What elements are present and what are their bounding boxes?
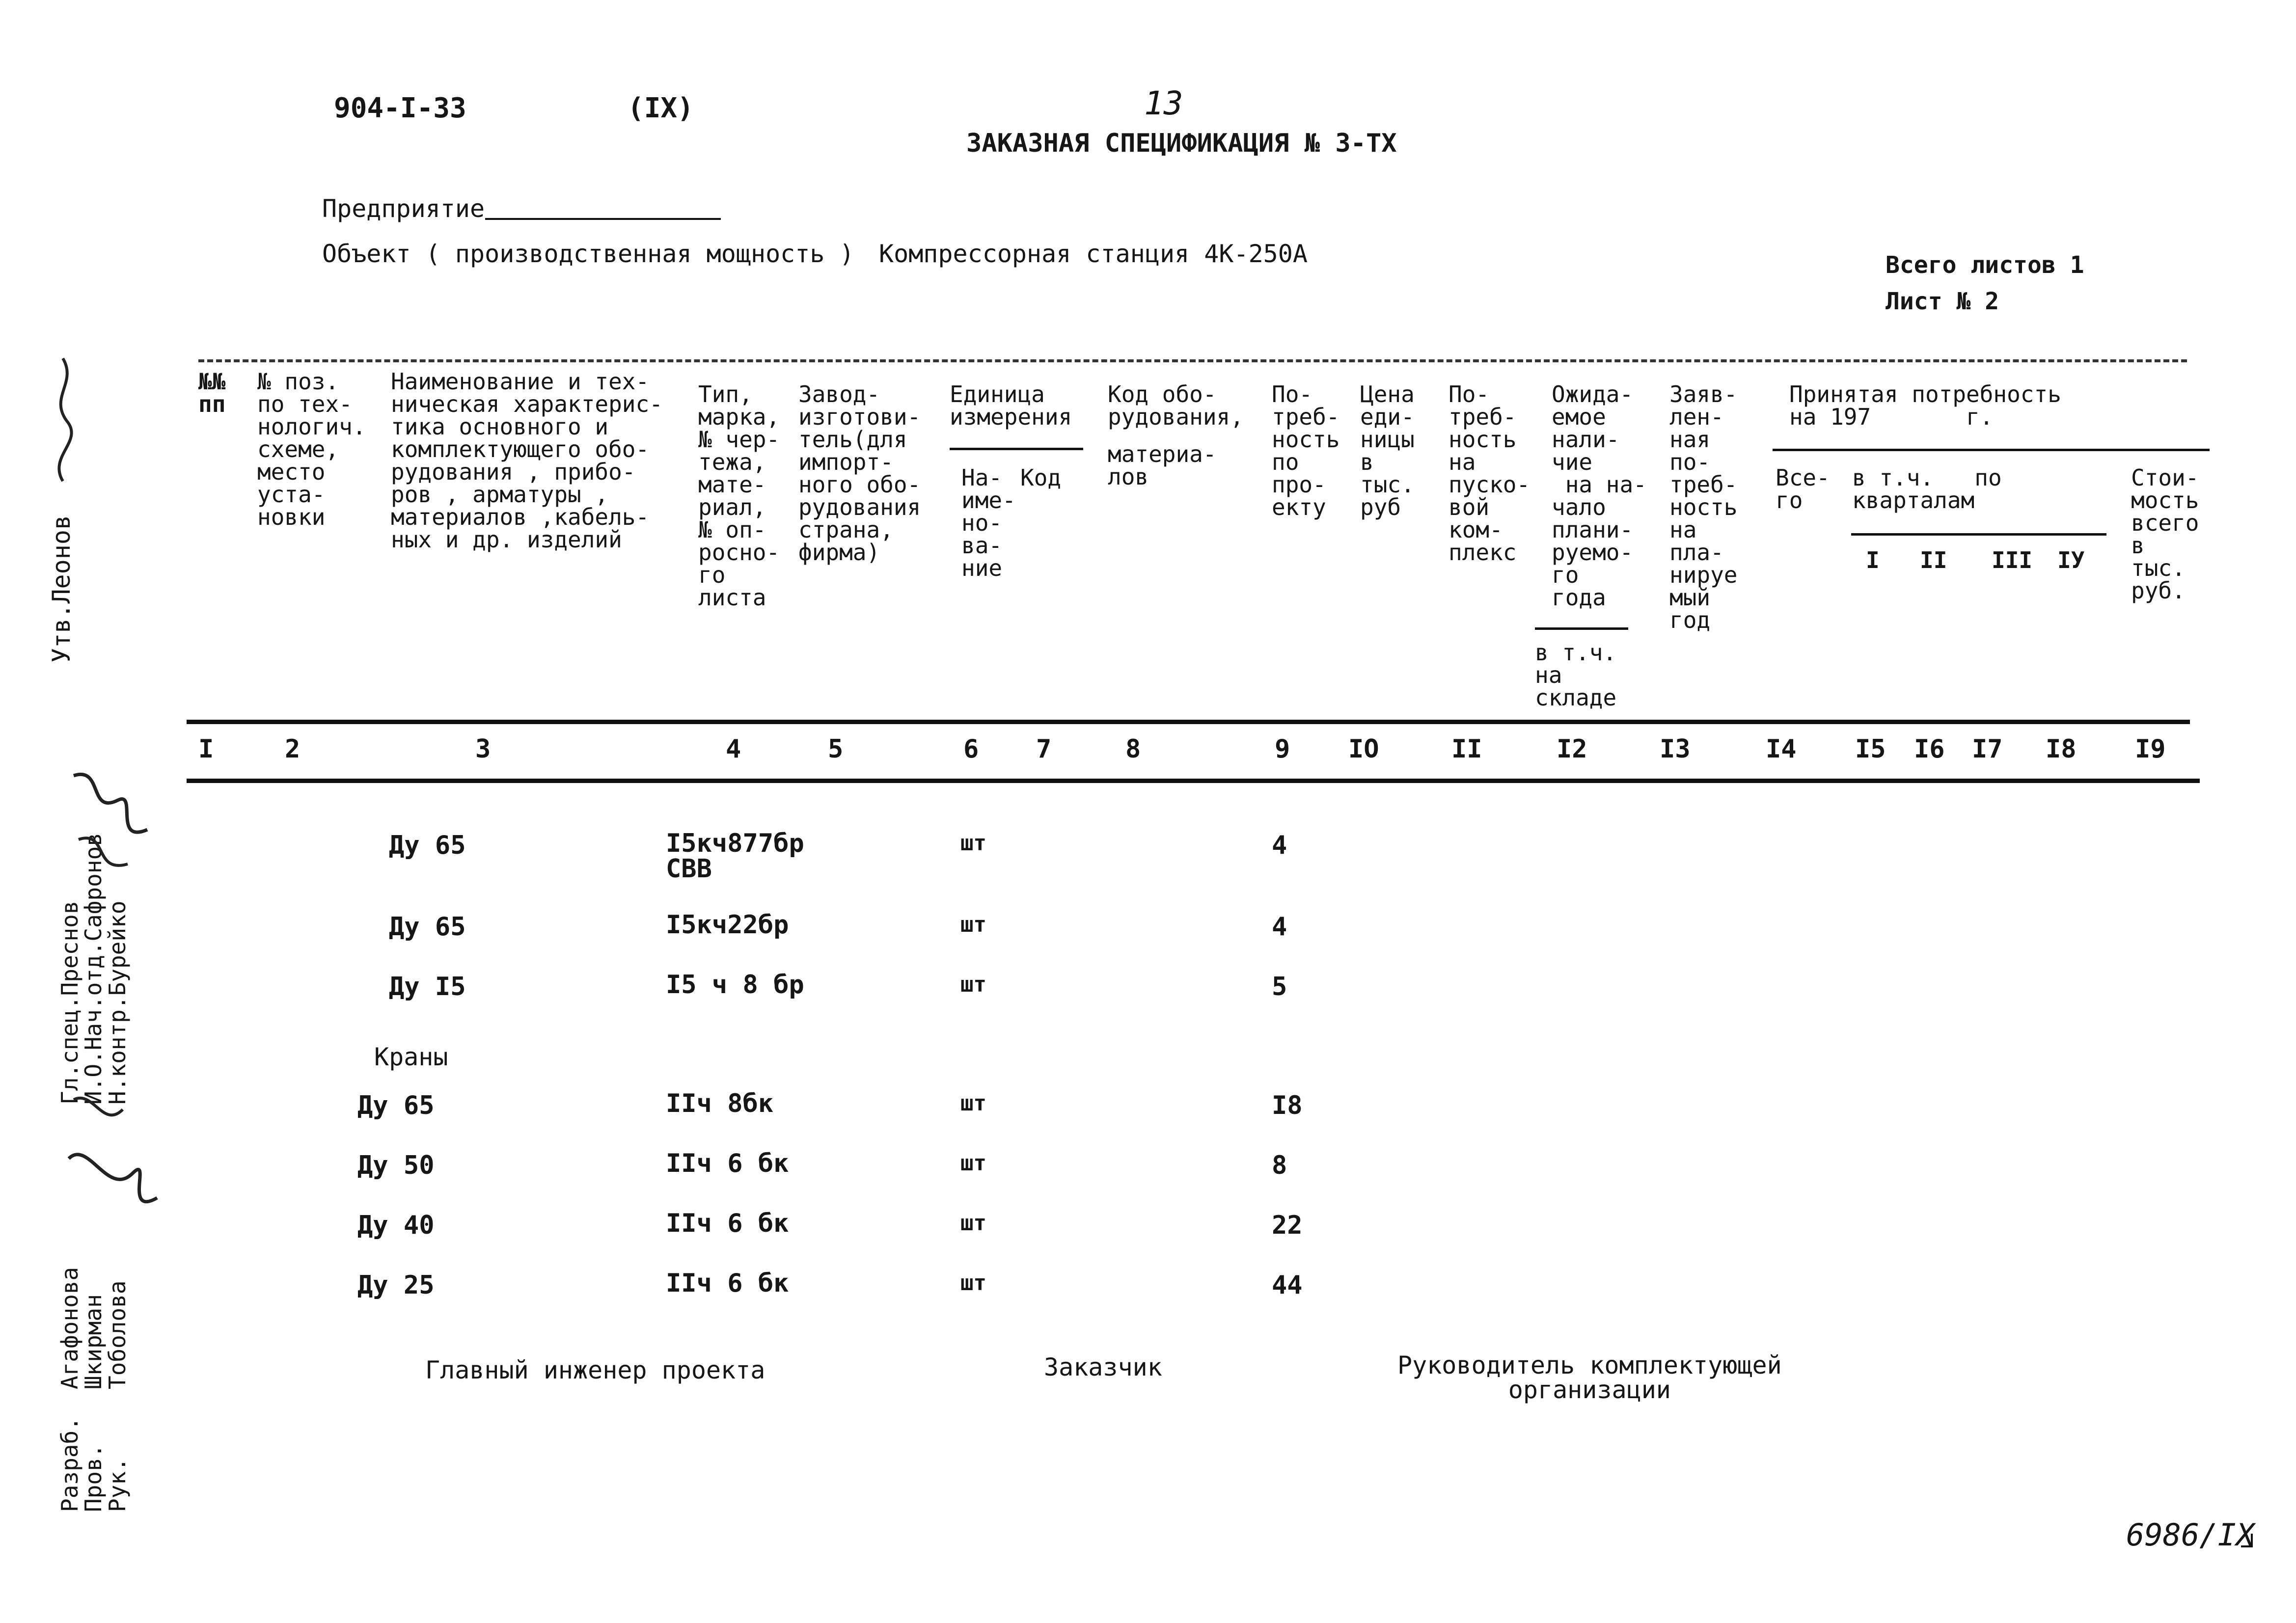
row-name: Ду 65: [389, 831, 466, 860]
col-header-8b: материа- лов: [1108, 441, 1217, 490]
quarters-divider: [1851, 533, 2106, 536]
row-name: Ду 65: [389, 912, 466, 942]
col-header-13: Заяв- лен- ная по- треб- ность на пла- нируе мый год: [1669, 381, 1738, 633]
column-number-1: I: [198, 734, 214, 764]
quarter-4: IУ: [2057, 547, 2085, 573]
sheets-total: Всего листов 1: [1886, 251, 2084, 279]
col-header-3: Наименование и тех- ническая характерис- тика основного и комплектующего обо- рудования , прибо- ров , арматуры , материалов ,кабель- ных и др. изделий: [391, 368, 663, 553]
col-header-14: Все- го: [1776, 464, 1830, 514]
col-header-5: Завод- изготови- тель(для импорт- ного обо- рудования страна, фирма): [798, 381, 921, 566]
column-number-7: 7: [1036, 734, 1052, 764]
numbers-bottom-rule: [187, 779, 2200, 783]
row-name: Ду I5: [389, 972, 466, 1001]
column-number-13: I3: [1660, 734, 1691, 764]
row-qty: 4: [1272, 831, 1287, 860]
column-number-16: I6: [1914, 734, 1945, 764]
row-unit: шт: [960, 1211, 986, 1236]
row-type: I5 ч 8 бр: [666, 970, 804, 1000]
titles-block: Гл.спец.Преснов И.О.Нач.отд.Сафронов Н.контр.Бурейко: [56, 833, 131, 1105]
col-header-2: № поз. по тех- нологич. схеме, место уста- новки: [257, 368, 366, 530]
row-unit: шт: [960, 831, 986, 856]
row-type: IIч 6 бк: [666, 1269, 789, 1298]
col-header-9: По- треб- ность по про- екту: [1272, 381, 1340, 520]
numbers-top-rule: [187, 720, 2190, 724]
row-type: IIч 6 бк: [666, 1149, 789, 1178]
signatures: [56, 756, 167, 1247]
column-number-12: I2: [1557, 734, 1587, 764]
col-header-11: По- треб- ность на пуско- вой ком- плекс: [1449, 381, 1531, 566]
row-name: Ду 25: [357, 1271, 435, 1300]
column-number-14: I4: [1766, 734, 1797, 764]
unit-divider: [950, 448, 1083, 450]
column-number-18: I8: [2046, 734, 2077, 764]
section-heading: Краны: [374, 1043, 448, 1071]
approved-label: Утв.Леонов: [47, 514, 76, 663]
row-unit: шт: [960, 1091, 986, 1116]
quarter-2: II: [1920, 547, 1947, 573]
row-qty: 44: [1272, 1271, 1303, 1300]
roles-block: Разраб. Пров. Рук.: [56, 1417, 131, 1512]
col-header-6: На- име- но- ва- ние: [961, 464, 1016, 581]
page-number: 13: [1144, 84, 1183, 122]
column-number-17: I7: [1972, 734, 2003, 764]
col-header-14-18: Принятая потребность на 197 г.: [1789, 381, 2061, 430]
row-name: Ду 40: [357, 1211, 435, 1240]
col-header-15-18: в т.ч. по кварталам: [1852, 464, 2002, 514]
column-number-6: 6: [963, 734, 979, 764]
accepted-divider: [1773, 449, 2210, 451]
table-top-rule: [198, 359, 2187, 362]
row-type: IIч 6 бк: [666, 1209, 789, 1238]
column-number-9: 9: [1275, 734, 1290, 764]
row-unit: шт: [960, 972, 986, 997]
col-header-6-7: Единица измерения: [950, 381, 1072, 430]
row-qty: 8: [1272, 1151, 1287, 1180]
row-qty: 22: [1272, 1211, 1303, 1240]
col-header-12a: Ожида- емое нали- чие на на- чало плани- руемо- го года: [1552, 381, 1647, 611]
row-name: Ду 50: [357, 1151, 435, 1180]
enterprise-underline: [485, 218, 721, 220]
doc-part: (IX): [628, 92, 694, 124]
customer-label: Заказчик: [1044, 1353, 1162, 1381]
column-number-2: 2: [285, 734, 301, 764]
chief-engineer-label: Главный инженер проекта: [425, 1356, 765, 1384]
row-type: I5кч877бр СВВ: [666, 829, 804, 884]
row-qty: 5: [1272, 972, 1287, 1001]
approved-signature: [43, 353, 82, 501]
col-header-8a: Код обо- рудования,: [1108, 381, 1244, 430]
supplier-head-label: Руководитель комплектующей организации: [1397, 1351, 1782, 1404]
doc-title: ЗАКАЗНАЯ СПЕЦИФИКАЦИЯ № 3-ТХ: [966, 129, 1397, 158]
col-header-10: Цена еди- ницы в тыс. руб: [1360, 381, 1415, 520]
row-type: IIч 8бк: [666, 1089, 774, 1118]
column-number-19: I9: [2135, 734, 2166, 764]
row-type: I5кч22бр: [666, 910, 789, 940]
names-block: Агафонова Шкирман Тоболова: [56, 1267, 131, 1389]
row-unit: шт: [960, 912, 986, 937]
column-number-5: 5: [828, 734, 844, 764]
column-number-8: 8: [1125, 734, 1141, 764]
row-unit: шт: [960, 1151, 986, 1176]
column-number-4: 4: [726, 734, 741, 764]
col-header-4: Тип, марка, № чер- тежа, мате- риал, № оп- росно- го листа: [698, 381, 780, 611]
archive-stamp: 6986/IX: [2126, 1517, 2255, 1553]
row-name: Ду 65: [357, 1091, 435, 1120]
doc-code: 904-I-33: [334, 92, 466, 124]
column-number-10: IO: [1348, 734, 1379, 764]
row-unit: шт: [960, 1271, 986, 1296]
object-value: Компрессорная станция 4К-250А: [879, 240, 1308, 268]
sheet-number: Лист № 2: [1886, 288, 1999, 315]
col-header-7: Код: [1020, 464, 1062, 491]
column-number-11: II: [1451, 734, 1482, 764]
stamp-corner: [2241, 1534, 2253, 1547]
row-qty: 4: [1272, 912, 1287, 942]
col-header-12b: в т.ч. на складе: [1535, 639, 1617, 711]
quarter-3: III: [1992, 547, 2033, 573]
column-number-3: 3: [475, 734, 491, 764]
column-number-15: I5: [1855, 734, 1886, 764]
object-label: Объект ( производственная мощность ): [322, 240, 854, 268]
enterprise-label: Предприятие: [322, 194, 485, 223]
quarter-1: I: [1866, 547, 1880, 573]
col-header-1: №№ пп: [198, 368, 226, 417]
col12-divider: [1535, 627, 1628, 630]
col-header-19: Стои- мость всего в тыс. руб.: [2131, 464, 2199, 604]
row-qty: I8: [1272, 1091, 1303, 1120]
